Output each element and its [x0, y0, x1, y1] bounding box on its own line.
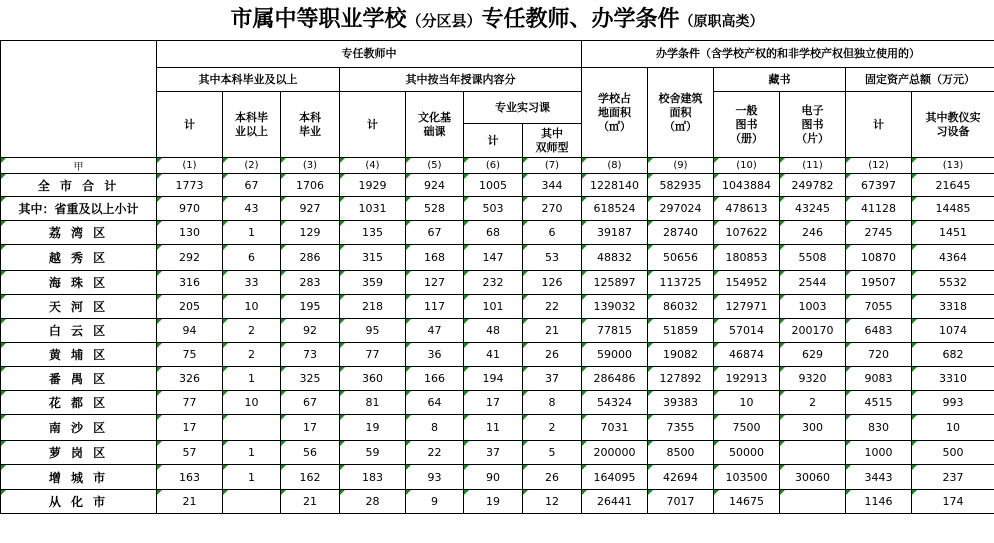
cell-col-1: 57 — [157, 441, 223, 465]
header-bachelor-above-line-1: 本科毕 — [235, 110, 268, 124]
cell-col-11: 1003 — [780, 295, 846, 319]
cell-col-6: 11 — [464, 415, 523, 441]
cell-col-4: 360 — [340, 367, 406, 391]
cell-col-3: 1706 — [281, 174, 340, 197]
header-general-books-unit: （册） — [730, 131, 763, 145]
cell-col-7: 26 — [523, 343, 582, 367]
cell-col-13: 5532 — [912, 271, 994, 295]
statistics-table — [0, 40, 994, 514]
cell-col-1: 77 — [157, 391, 223, 415]
header-corner — [1, 41, 157, 158]
table-row — [1, 245, 994, 271]
cell-col-6: 17 — [464, 391, 523, 415]
cell-col-5: 22 — [406, 441, 464, 465]
header-total-4: 计 — [340, 92, 406, 158]
header-bachelor-group: 其中本科毕业及以上 — [157, 68, 340, 92]
cell-col-7: 37 — [523, 367, 582, 391]
title-main-2: 专任教师、办学条件 — [481, 7, 680, 32]
header-equipment-line-1: 其中教仪实 — [925, 110, 981, 124]
row-label: 黄 埔 区 — [1, 343, 157, 367]
cell-col-5: 127 — [406, 271, 464, 295]
row-label: 从 化 市 — [1, 490, 157, 514]
cell-col-6: 68 — [464, 221, 523, 245]
title-main-1: 市属中等职业学校 — [230, 7, 407, 32]
cell-col-9: 39383 — [648, 391, 714, 415]
cell-col-4: 81 — [340, 391, 406, 415]
cell-col-12: 4515 — [846, 391, 912, 415]
cell-col-7: 2 — [523, 415, 582, 441]
table-row — [1, 391, 994, 415]
header-general-books-line-2: 图书 — [735, 117, 758, 131]
header-culture — [406, 92, 464, 158]
code-10: (10) — [714, 158, 780, 174]
cell-col-4: 1929 — [340, 174, 406, 197]
row-label: 增 城 市 — [1, 465, 157, 490]
cell-col-10: 103500 — [714, 465, 780, 490]
cell-col-10: 127971 — [714, 295, 780, 319]
table-row — [1, 490, 994, 514]
cell-col-8: 286486 — [582, 367, 648, 391]
cell-col-1: 163 — [157, 465, 223, 490]
header-ebooks — [780, 92, 846, 158]
cell-col-9: 8500 — [648, 441, 714, 465]
cell-col-3: 17 — [281, 415, 340, 441]
cell-col-8: 77815 — [582, 319, 648, 343]
cell-col-12: 720 — [846, 343, 912, 367]
cell-col-3: 73 — [281, 343, 340, 367]
header-course-group: 其中按当年授课内容分 — [340, 68, 582, 92]
cell-col-13: 3318 — [912, 295, 994, 319]
cell-col-9: 127892 — [648, 367, 714, 391]
cell-col-12: 19507 — [846, 271, 912, 295]
table-row — [1, 343, 994, 367]
header-building-area — [648, 68, 714, 158]
code-3: (3) — [281, 158, 340, 174]
cell-col-2: 1 — [223, 465, 281, 490]
row-label: 白 云 区 — [1, 319, 157, 343]
cell-col-4: 1031 — [340, 197, 406, 221]
cell-col-11: 5508 — [780, 245, 846, 271]
cell-col-2 — [223, 490, 281, 514]
cell-col-11: 2 — [780, 391, 846, 415]
table-row — [1, 174, 994, 197]
title-sub: （分区县） — [406, 12, 482, 30]
cell-col-6: 48 — [464, 319, 523, 343]
cell-col-7: 26 — [523, 465, 582, 490]
cell-col-3: 927 — [281, 197, 340, 221]
header-dual-teacher-line-2: 双师型 — [535, 140, 569, 154]
cell-col-13: 1074 — [912, 319, 994, 343]
cell-col-4: 77 — [340, 343, 406, 367]
cell-col-7: 270 — [523, 197, 582, 221]
row-label: 海 珠 区 — [1, 271, 157, 295]
cell-col-1: 17 — [157, 415, 223, 441]
cell-col-2 — [223, 415, 281, 441]
cell-col-11: 2544 — [780, 271, 846, 295]
cell-col-6: 194 — [464, 367, 523, 391]
cell-col-12: 7055 — [846, 295, 912, 319]
cell-col-3: 283 — [281, 271, 340, 295]
cell-col-6: 101 — [464, 295, 523, 319]
cell-col-9: 7017 — [648, 490, 714, 514]
cell-col-5: 64 — [406, 391, 464, 415]
header-land-area-line-2: 地面积 — [598, 105, 631, 119]
cell-col-2: 10 — [223, 391, 281, 415]
cell-col-7: 12 — [523, 490, 582, 514]
cell-col-12: 41128 — [846, 197, 912, 221]
code-row — [1, 158, 994, 174]
header-general-books-line-1: 一般 — [735, 103, 758, 117]
code-1: (1) — [157, 158, 223, 174]
cell-col-8: 26441 — [582, 490, 648, 514]
cell-col-12: 9083 — [846, 367, 912, 391]
header-total-12: 计 — [846, 92, 912, 158]
cell-col-10: 14675 — [714, 490, 780, 514]
cell-col-10: 57014 — [714, 319, 780, 343]
row-label: 天 河 区 — [1, 295, 157, 319]
header-dual-teacher-line-1: 其中 — [541, 126, 563, 140]
cell-col-11: 43245 — [780, 197, 846, 221]
header-teachers-group: 专任教师中 — [157, 41, 582, 68]
cell-col-8: 59000 — [582, 343, 648, 367]
cell-col-13: 500 — [912, 441, 994, 465]
cell-col-11: 9320 — [780, 367, 846, 391]
cell-col-10: 50000 — [714, 441, 780, 465]
table-row — [1, 367, 994, 391]
header-total-1: 计 — [157, 92, 223, 158]
cell-col-13: 3310 — [912, 367, 994, 391]
code-8: (8) — [582, 158, 648, 174]
cell-col-9: 297024 — [648, 197, 714, 221]
code-6: (6) — [464, 158, 523, 174]
cell-col-3: 162 — [281, 465, 340, 490]
cell-col-1: 1773 — [157, 174, 223, 197]
cell-col-11: 30060 — [780, 465, 846, 490]
cell-col-8: 39187 — [582, 221, 648, 245]
cell-col-12: 1000 — [846, 441, 912, 465]
cell-col-2: 2 — [223, 343, 281, 367]
code-9: (9) — [648, 158, 714, 174]
header-bachelor — [281, 92, 340, 158]
cell-col-1: 316 — [157, 271, 223, 295]
code-13: (13) — [912, 158, 994, 174]
table-row — [1, 415, 994, 441]
code-12: (12) — [846, 158, 912, 174]
cell-col-7: 126 — [523, 271, 582, 295]
cell-col-4: 315 — [340, 245, 406, 271]
cell-col-8: 200000 — [582, 441, 648, 465]
table-row — [1, 197, 994, 221]
cell-col-10: 10 — [714, 391, 780, 415]
cell-col-9: 19082 — [648, 343, 714, 367]
header-bachelor-line-2: 毕业 — [299, 124, 321, 138]
cell-col-2: 1 — [223, 367, 281, 391]
cell-col-10: 46874 — [714, 343, 780, 367]
cell-col-12: 1146 — [846, 490, 912, 514]
cell-col-7: 21 — [523, 319, 582, 343]
cell-col-4: 59 — [340, 441, 406, 465]
cell-col-7: 5 — [523, 441, 582, 465]
header-practice-group: 专业实习课 — [464, 92, 582, 124]
cell-col-2: 2 — [223, 319, 281, 343]
header-bachelor-line-1: 本科 — [299, 110, 321, 124]
cell-col-5: 36 — [406, 343, 464, 367]
cell-col-6: 37 — [464, 441, 523, 465]
cell-col-5: 528 — [406, 197, 464, 221]
code-4: (4) — [340, 158, 406, 174]
cell-col-1: 94 — [157, 319, 223, 343]
cell-col-7: 53 — [523, 245, 582, 271]
header-row-1 — [1, 41, 994, 68]
cell-col-6: 1005 — [464, 174, 523, 197]
cell-col-1: 292 — [157, 245, 223, 271]
table-body — [1, 174, 994, 514]
cell-col-7: 8 — [523, 391, 582, 415]
cell-col-4: 183 — [340, 465, 406, 490]
cell-col-2: 67 — [223, 174, 281, 197]
cell-col-9: 51859 — [648, 319, 714, 343]
cell-col-3: 195 — [281, 295, 340, 319]
header-conditions-group: 办学条件（含学校产权的和非学校产权但独立使用的） — [582, 41, 994, 68]
header-land-area-unit: （㎡） — [598, 119, 631, 133]
row-label: 萝 岗 区 — [1, 441, 157, 465]
cell-col-6: 19 — [464, 490, 523, 514]
cell-col-13: 993 — [912, 391, 994, 415]
cell-col-9: 582935 — [648, 174, 714, 197]
cell-col-3: 286 — [281, 245, 340, 271]
code-11: (11) — [780, 158, 846, 174]
table-row — [1, 465, 994, 490]
cell-col-1: 75 — [157, 343, 223, 367]
code-2: (2) — [223, 158, 281, 174]
cell-col-11: 249782 — [780, 174, 846, 197]
cell-col-10: 180853 — [714, 245, 780, 271]
cell-col-10: 478613 — [714, 197, 780, 221]
cell-col-12: 2745 — [846, 221, 912, 245]
cell-col-9: 28740 — [648, 221, 714, 245]
cell-col-4: 28 — [340, 490, 406, 514]
cell-col-3: 325 — [281, 367, 340, 391]
cell-col-13: 174 — [912, 490, 994, 514]
cell-col-3: 21 — [281, 490, 340, 514]
cell-col-13: 682 — [912, 343, 994, 367]
cell-col-11 — [780, 490, 846, 514]
cell-col-6: 147 — [464, 245, 523, 271]
cell-col-1: 21 — [157, 490, 223, 514]
row-label: 全 市 合 计 — [1, 174, 157, 197]
cell-col-5: 93 — [406, 465, 464, 490]
header-ebooks-unit: （片） — [796, 131, 829, 145]
header-building-area-line-2: 面积 — [669, 105, 692, 119]
cell-col-1: 326 — [157, 367, 223, 391]
header-culture-line-2: 础课 — [423, 124, 446, 138]
cell-col-10: 7500 — [714, 415, 780, 441]
cell-col-8: 7031 — [582, 415, 648, 441]
cell-col-5: 9 — [406, 490, 464, 514]
cell-col-4: 135 — [340, 221, 406, 245]
cell-col-9: 113725 — [648, 271, 714, 295]
header-building-area-line-1: 校舍建筑 — [658, 91, 703, 105]
cell-col-6: 232 — [464, 271, 523, 295]
cell-col-11: 300 — [780, 415, 846, 441]
header-bachelor-above-line-2: 业以上 — [235, 124, 268, 138]
cell-col-4: 218 — [340, 295, 406, 319]
cell-col-2: 6 — [223, 245, 281, 271]
code-jia: 甲 — [1, 158, 157, 174]
cell-col-4: 19 — [340, 415, 406, 441]
cell-col-13: 14485 — [912, 197, 994, 221]
cell-col-11 — [780, 441, 846, 465]
cell-col-11: 200170 — [780, 319, 846, 343]
cell-col-12: 67397 — [846, 174, 912, 197]
title-sub-2: （原职高类） — [679, 14, 764, 30]
cell-col-10: 107622 — [714, 221, 780, 245]
cell-col-13: 237 — [912, 465, 994, 490]
header-culture-line-1: 文化基 — [418, 110, 451, 124]
cell-col-3: 67 — [281, 391, 340, 415]
header-equipment — [912, 92, 994, 158]
cell-col-11: 246 — [780, 221, 846, 245]
header-general-books — [714, 92, 780, 158]
cell-col-3: 129 — [281, 221, 340, 245]
cell-col-5: 67 — [406, 221, 464, 245]
cell-col-1: 970 — [157, 197, 223, 221]
cell-col-5: 166 — [406, 367, 464, 391]
header-bachelor-above — [223, 92, 281, 158]
cell-col-6: 90 — [464, 465, 523, 490]
cell-col-13: 1451 — [912, 221, 994, 245]
cell-col-2: 10 — [223, 295, 281, 319]
cell-col-10: 154952 — [714, 271, 780, 295]
cell-col-10: 1043884 — [714, 174, 780, 197]
cell-col-3: 56 — [281, 441, 340, 465]
sheet-title — [0, 0, 994, 40]
cell-col-11: 629 — [780, 343, 846, 367]
cell-col-5: 924 — [406, 174, 464, 197]
cell-col-5: 117 — [406, 295, 464, 319]
header-land-area — [582, 68, 648, 158]
cell-col-12: 6483 — [846, 319, 912, 343]
cell-col-8: 139032 — [582, 295, 648, 319]
cell-col-12: 830 — [846, 415, 912, 441]
cell-col-9: 42694 — [648, 465, 714, 490]
code-5: (5) — [406, 158, 464, 174]
cell-col-1: 205 — [157, 295, 223, 319]
cell-col-12: 10870 — [846, 245, 912, 271]
cell-col-2: 33 — [223, 271, 281, 295]
cell-col-13: 10 — [912, 415, 994, 441]
cell-col-13: 21645 — [912, 174, 994, 197]
cell-col-9: 50656 — [648, 245, 714, 271]
cell-col-5: 8 — [406, 415, 464, 441]
header-dual-teacher — [523, 124, 582, 158]
header-land-area-line-1: 学校占 — [598, 91, 631, 105]
cell-col-9: 86032 — [648, 295, 714, 319]
cell-col-8: 54324 — [582, 391, 648, 415]
cell-col-8: 48832 — [582, 245, 648, 271]
header-ebooks-line-1: 电子 — [801, 103, 824, 117]
table-row — [1, 271, 994, 295]
cell-col-7: 6 — [523, 221, 582, 245]
cell-col-9: 7355 — [648, 415, 714, 441]
cell-col-7: 22 — [523, 295, 582, 319]
cell-col-1: 130 — [157, 221, 223, 245]
header-books-group: 藏书 — [714, 68, 846, 92]
table-row — [1, 319, 994, 343]
cell-col-8: 125897 — [582, 271, 648, 295]
header-equipment-line-2: 习设备 — [936, 124, 970, 138]
header-ebooks-line-2: 图书 — [801, 117, 824, 131]
header-assets-group: 固定资产总额（万元） — [846, 68, 994, 92]
table-row — [1, 441, 994, 465]
cell-col-7: 344 — [523, 174, 582, 197]
cell-col-13: 4364 — [912, 245, 994, 271]
code-7: (7) — [523, 158, 582, 174]
cell-col-8: 164095 — [582, 465, 648, 490]
cell-col-8: 1228140 — [582, 174, 648, 197]
row-label: 越 秀 区 — [1, 245, 157, 271]
cell-col-6: 41 — [464, 343, 523, 367]
cell-col-8: 618524 — [582, 197, 648, 221]
cell-col-3: 92 — [281, 319, 340, 343]
cell-col-12: 3443 — [846, 465, 912, 490]
row-label: 番 禺 区 — [1, 367, 157, 391]
cell-col-2: 1 — [223, 441, 281, 465]
cell-col-4: 359 — [340, 271, 406, 295]
cell-col-10: 192913 — [714, 367, 780, 391]
row-label: 花 都 区 — [1, 391, 157, 415]
row-label: 荔 湾 区 — [1, 221, 157, 245]
row-label: 南 沙 区 — [1, 415, 157, 441]
cell-col-2: 43 — [223, 197, 281, 221]
cell-col-2: 1 — [223, 221, 281, 245]
cell-col-4: 95 — [340, 319, 406, 343]
cell-col-5: 168 — [406, 245, 464, 271]
table-row — [1, 221, 994, 245]
cell-col-6: 503 — [464, 197, 523, 221]
row-label: 其中：省重及以上小计 — [1, 197, 157, 221]
header-building-area-unit: （㎡） — [664, 119, 697, 133]
table-row — [1, 295, 994, 319]
header-total-6: 计 — [464, 124, 523, 158]
cell-col-5: 47 — [406, 319, 464, 343]
